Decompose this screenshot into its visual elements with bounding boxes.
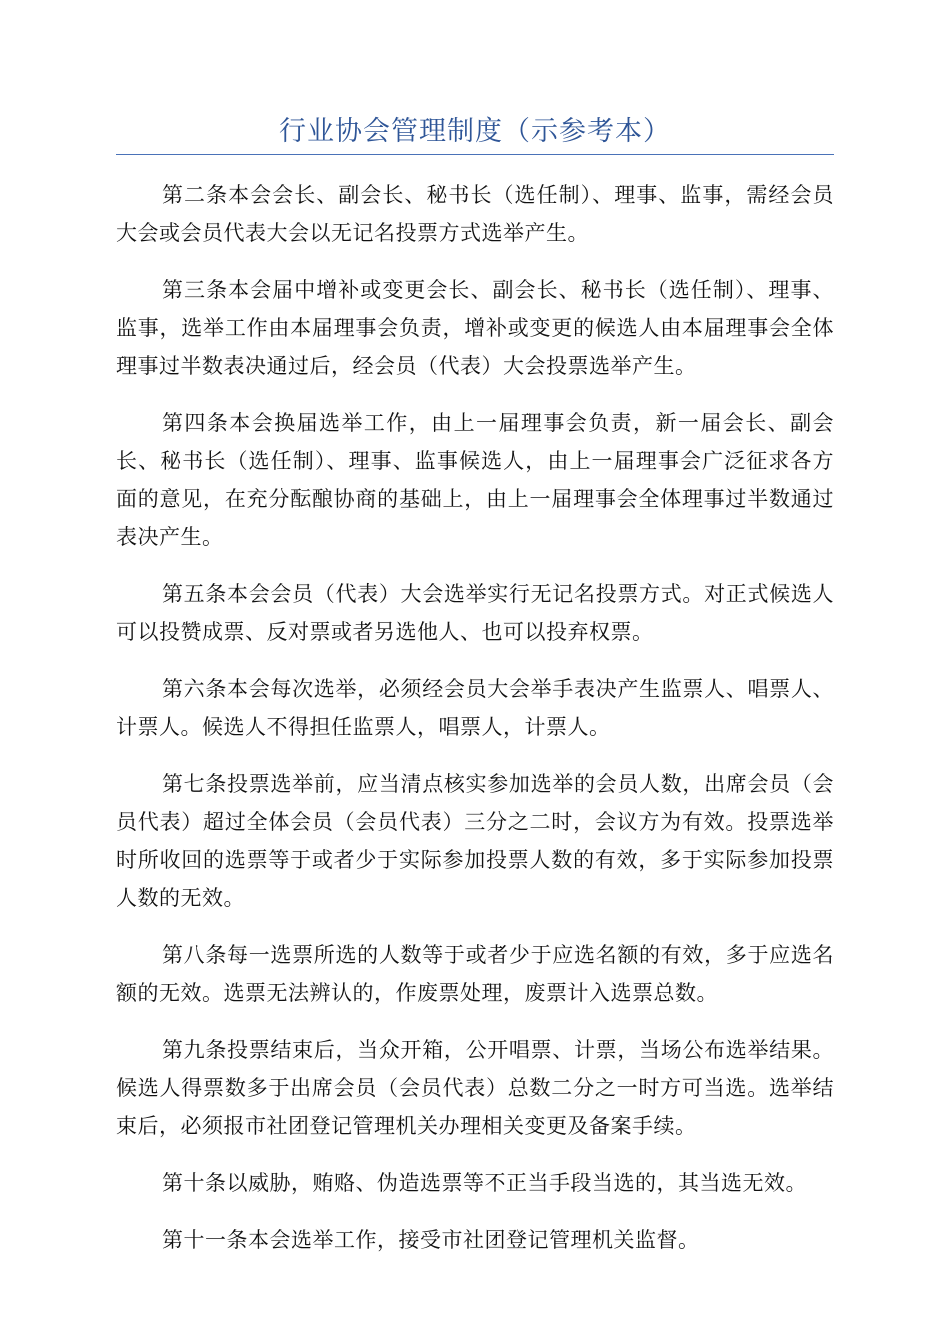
document-body (116, 176, 834, 1278)
paragraph-article-3: 第三条本会届中增补或变更会长、副会长、秘书长（选任制）、理事、监事，选举工作由本届理事会负责，增补或变更的候选人由本届理事会全体理事过半数表决通过后，经会员（代表）大会投票选举产生。 (116, 278, 834, 378)
paragraph-article-8: 第八条每一选票所选的人数等于或者少于应选名额的有效，多于应选名额的无效。选票无法辨认的，作废票处理，废票计入选票总数。 (116, 943, 834, 1005)
paragraph-article-9: 第九条投票结束后，当众开箱，公开唱票、计票，当场公布选举结果。候选人得票数多于出席会员（会员代表）总数二分之一时方可当选。选举结束后，必须报市社团登记管理机关办理相关变更及备案手续。 (116, 1038, 834, 1138)
paragraph-article-11: 第十一条本会选举工作，接受市社团登记管理机关监督。 (162, 1228, 700, 1252)
paragraph-article-4: 第四条本会换届选举工作，由上一届理事会负责，新一届会长、副会长、秘书长（选任制）、理事、监事候选人，由上一届理事会广泛征求各方面的意见，在充分酝酿协商的基础上，由上一届理事会全体理事过半数通过表决产生。 (116, 411, 834, 549)
document-title: 行业协会管理制度（示参考本） (279, 116, 671, 147)
paragraph-article-7: 第七条投票选举前，应当清点核实参加选举的会员人数，出席会员（会员代表）超过全体会员（会员代表）三分之二时，会议方为有效。投票选举时所收回的选票等于或者少于实际参加投票人数的有效，多于实际参加投票人数的无效。 (116, 772, 834, 910)
paragraph-article-5: 第五条本会会员（代表）大会选举实行无记名投票方式。对正式候选人可以投赞成票、反对票或者另选他人、也可以投弃权票。 (116, 582, 834, 644)
title-divider (116, 154, 834, 155)
paragraph-article-6: 第六条本会每次选举，必须经会员大会举手表决产生监票人、唱票人、计票人。候选人不得担任监票人，唱票人，计票人。 (116, 677, 834, 739)
paragraph-article-2: 第二条本会会长、副会长、秘书长（选任制）、理事、监事，需经会员大会或会员代表大会以无记名投票方式选举产生。 (116, 183, 834, 245)
paragraph-article-10: 第十条以威胁，贿赂、伪造选票等不正当手段当选的，其当选无效。 (162, 1171, 807, 1195)
